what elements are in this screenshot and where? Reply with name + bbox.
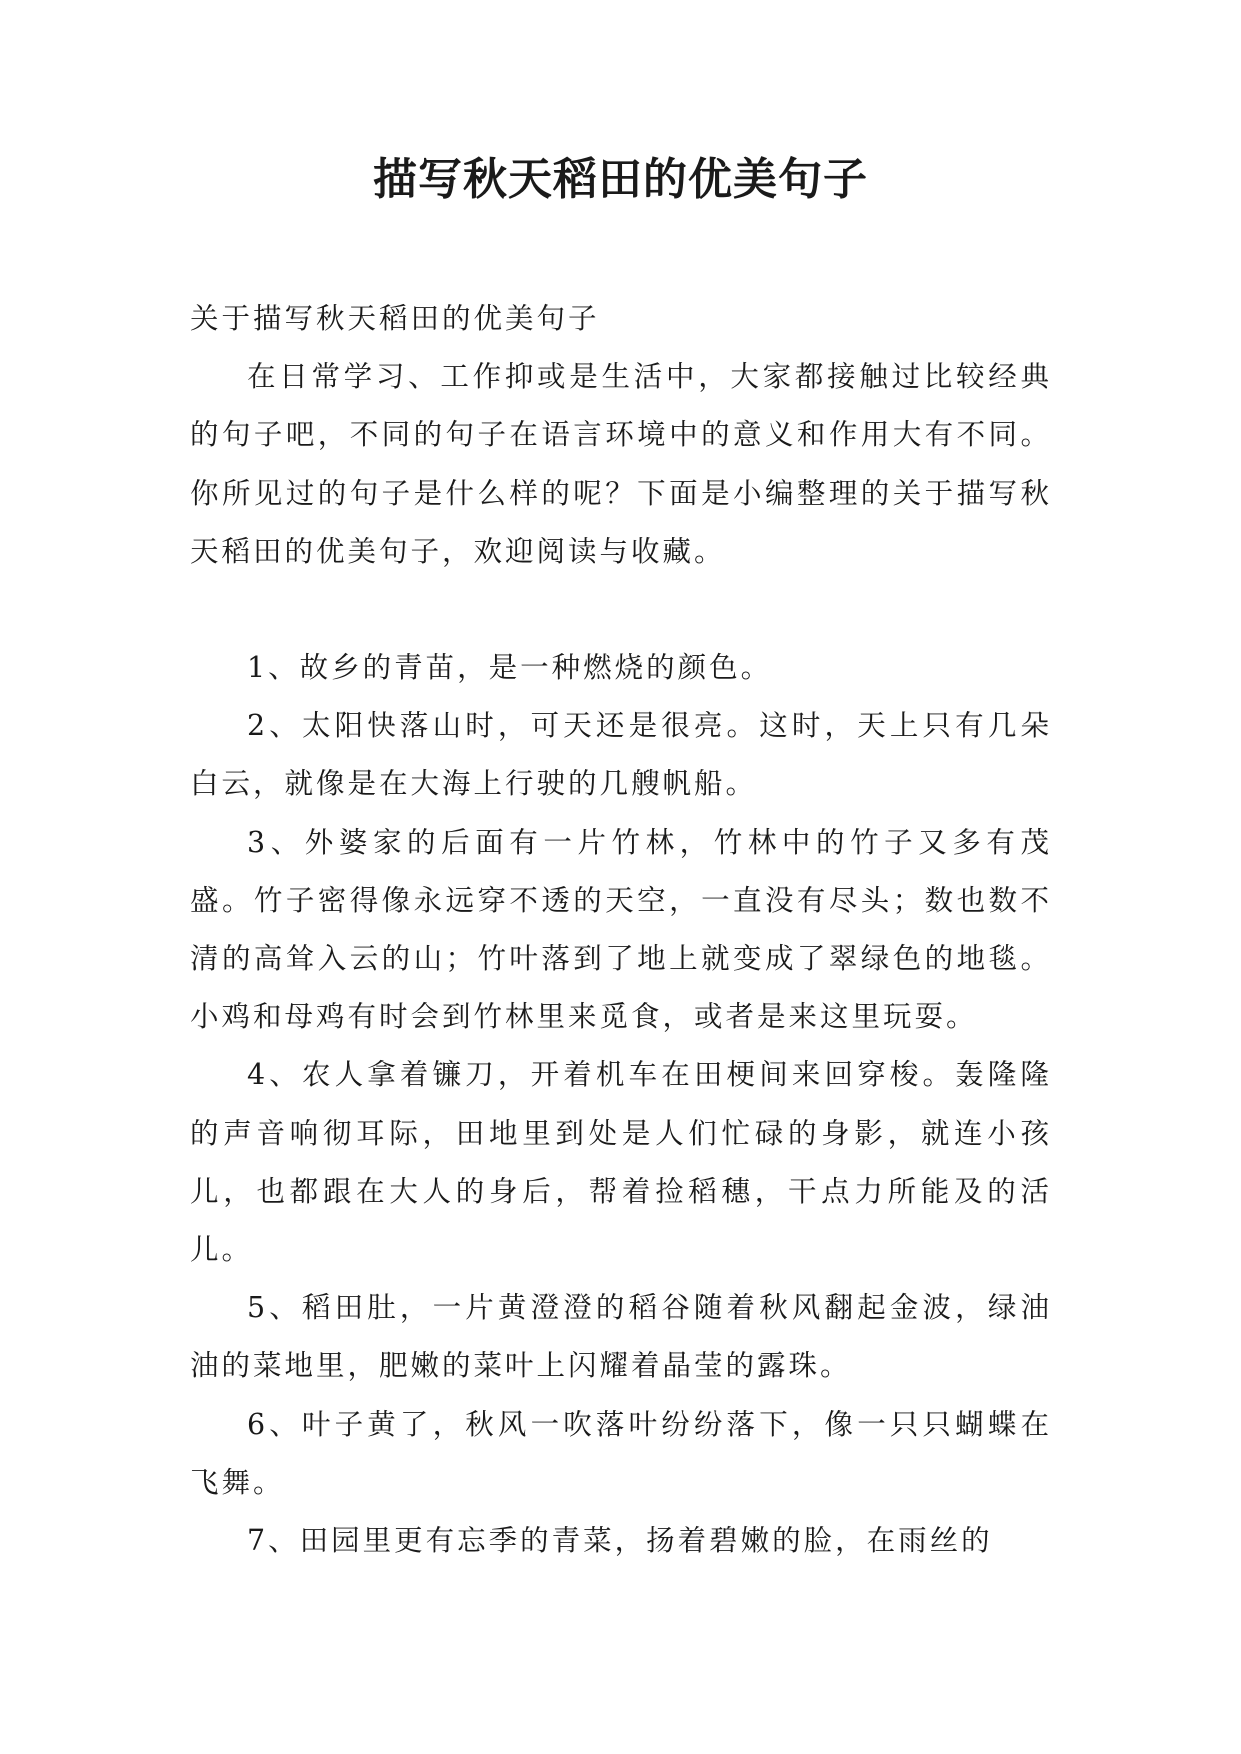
paragraph-spacer [190, 581, 1052, 639]
list-item: 2、太阳快落山时，可天还是很亮。这时，天上只有几朵白云，就像是在大海上行驶的几艘帆船。 [190, 709, 1052, 801]
document-subtitle: 关于描写秋天稻田的优美句子 [190, 302, 600, 335]
list-item: 7、田园里更有忘季的青菜，扬着碧嫩的脸，在雨丝的 [247, 1524, 993, 1558]
document-body [190, 290, 1052, 1570]
list-item: 1、故乡的青苗，是一种燃烧的颜色。 [247, 651, 773, 685]
document-title: 描写秋天稻田的优美句子 [373, 154, 868, 205]
list-item: 6、叶子黄了，秋风一吹落叶纷纷落下，像一只只蝴蝶在飞舞。 [190, 1407, 1052, 1499]
list-item: 3、外婆家的后面有一片竹林，竹林中的竹子又多有茂盛。竹子密得像永远穿不透的天空，一直没有尽头；数也数不清的高耸入云的山；竹叶落到了地上就变成了翠绿色的地毯。小鸡和母鸡有时会到竹林里来觅食，或者是来这里玩耍。 [190, 825, 1052, 1034]
intro-paragraph: 在日常学习、工作抑或是生活中，大家都接触过比较经典的句子吧，不同的句子在语言环境中的意义和作用大有不同。你所见过的句子是什么样的呢？下面是小编整理的关于描写秋天稻田的优美句子，欢迎阅读与收藏。 [190, 360, 1052, 568]
list-item: 5、稻田肚，一片黄澄澄的稻谷随着秋风翻起金波，绿油油的菜地里，肥嫩的菜叶上闪耀着晶莹的露珠。 [190, 1291, 1052, 1383]
list-item: 4、农人拿着镰刀，开着机车在田梗间来回穿梭。轰隆隆的声音响彻耳际，田地里到处是人们忙碌的身影，就连小孩儿，也都跟在大人的身后，帮着捡稻穗，干点力所能及的活儿。 [190, 1058, 1052, 1267]
